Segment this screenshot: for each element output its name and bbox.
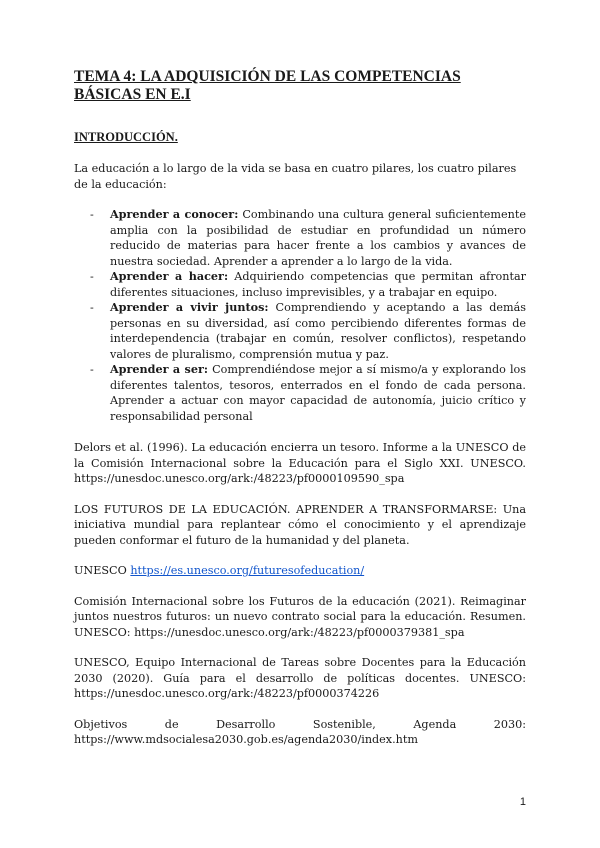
list-item — [90, 207, 526, 269]
unesco-label: UNESCO — [74, 564, 131, 577]
reference-equipo: UNESCO, Equipo Internacional de Tareas sobre Docentes para la Educación 2030 (2020). Guía para el desarrollo de políticas docentes. UNESCO: https://unesdoc.unesco.org/ark:/48223/pf0000374226 — [74, 656, 526, 700]
reference-ods — [74, 717, 526, 748]
pillar-text: Adquiriendo competencias que permitan afrontar diferentes situaciones, incluso imprevisibles, y a trabajar en equipo. — [110, 270, 526, 299]
pillar-text: Comprendiéndose mejor a sí mismo/a y explorando los diferentes talentos, tesoros, enterrados en el fondo de cada persona. Aprender a actuar con mayor capacidad de autonomía, juicio crítico y responsabilidad personal — [110, 363, 526, 423]
page-title: TEMA 4: LA ADQUISICIÓN DE LAS COMPETENCIAS BÁSICAS EN E.I — [74, 68, 461, 103]
pillar-term: Aprender a vivir juntos: — [110, 300, 269, 314]
intro-paragraph: La educación a lo largo de la vida se basa en cuatro pilares, los cuatro pilares de la educación: — [74, 162, 517, 191]
list-dash: - — [90, 301, 94, 314]
pillar-text: Combinando una cultura general suficientemente amplia con la posibilidad de estudiar en profundidad un número reducido de materias para hacer frente a los cambios y avances de nuestra sociedad. Aprender a aprender a lo largo de la vida. — [110, 208, 526, 268]
ods-line-1: Objetivos de Desarrollo Sostenible, Agenda 2030: — [74, 717, 526, 731]
pillars-list — [74, 207, 526, 424]
reference-delors: Delors et al. (1996). La educación encierra un tesoro. Informe a la UNESCO de la Comisión Internacional sobre la Educación para el Siglo XXI. UNESCO. https://unesdoc.unesco.org/ark:/48223/pf0000109590_spa — [74, 441, 526, 485]
list-dash: - — [90, 208, 94, 221]
pillar-term: Aprender a hacer: — [110, 269, 229, 283]
list-item — [90, 362, 526, 424]
pillar-term: Aprender a ser: — [110, 362, 208, 376]
list-item — [90, 300, 527, 362]
reference-unesco — [74, 563, 526, 579]
reference-futuros: LOS FUTUROS DE LA EDUCACIÓN. APRENDER A TRANSFORMARSE: Una iniciativa mundial para replantear cómo el conocimiento y el aprendizaje pueden conformar el futuro de la humanidad y del planeta. — [74, 502, 526, 547]
ods-line-2: https://www.mdsocialesa2030.gob.es/agenda2030/index.htm — [74, 733, 418, 746]
reference-comision: Comisión Internacional sobre los Futuros de la educación (2021). Reimaginar juntos nuestros futuros: un nuevo contrato social para la educación. Resumen. UNESCO: https://unesdoc.unesco.org/ark:/48223/pf0000379381_spa — [74, 594, 526, 639]
page-number: 1 — [519, 796, 526, 808]
section-heading: INTRODUCCIÓN. — [74, 130, 178, 144]
pillar-term: Aprender a conocer: — [110, 207, 239, 221]
list-dash: - — [90, 363, 94, 376]
pillar-text: Comprendiendo y aceptando a las demás personas en su diversidad, así como percibiendo diferentes formas de interdependencia (trabajar en común, resolver conflictos), respetando valores de pluralismo, comprensión mutua y paz. — [110, 301, 527, 361]
list-item — [90, 269, 526, 300]
list-dash: - — [90, 270, 94, 283]
unesco-link[interactable]: https://es.unesco.org/futuresofeducation/ — [130, 564, 365, 577]
